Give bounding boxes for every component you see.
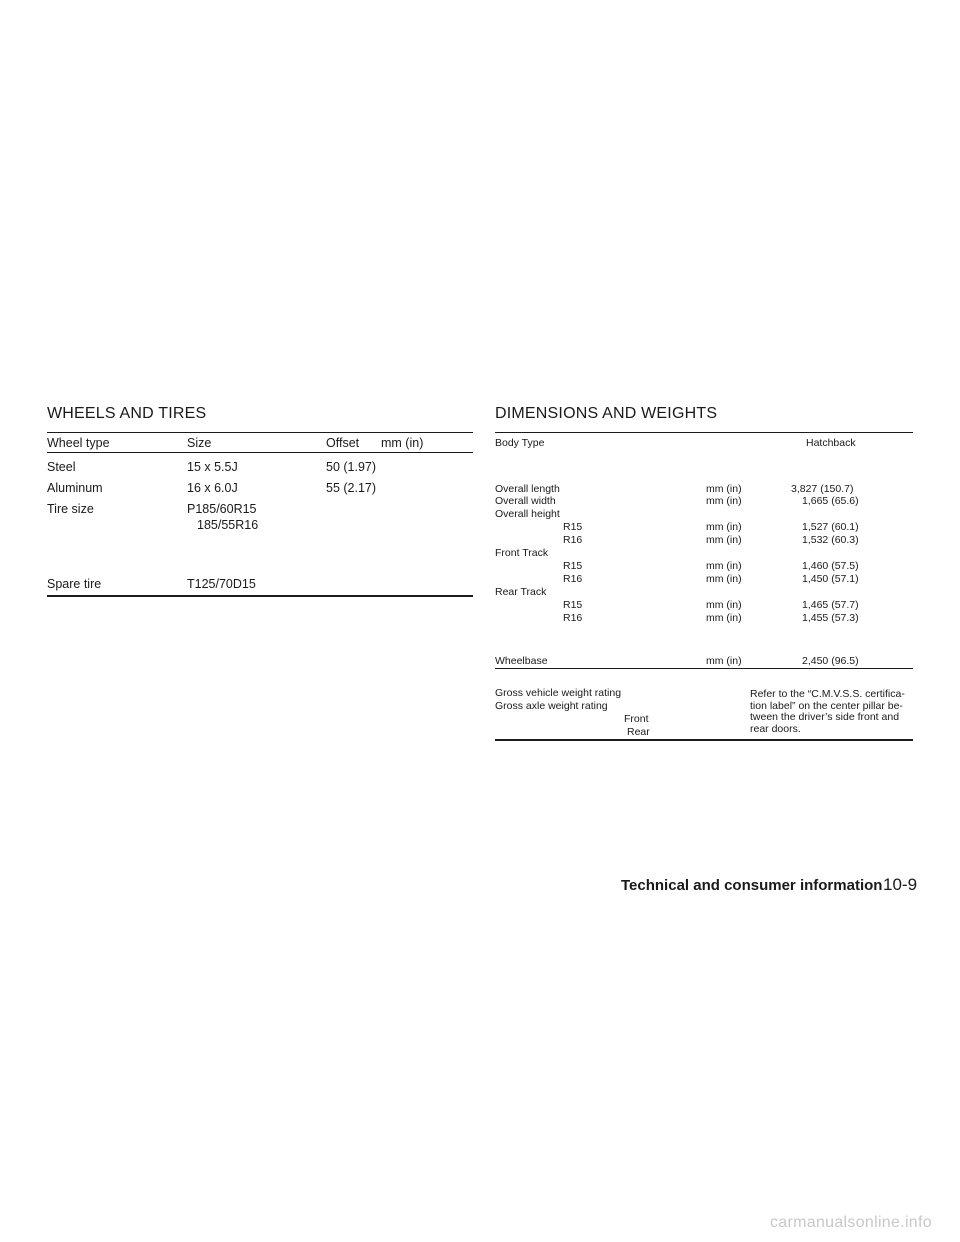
- row-steel-type: Steel: [47, 460, 76, 474]
- weight-reference-note: Refer to the “C.M.V.S.S. certifica- tion label” on the center pillar be- tween the driver’s side front and rear doors.: [750, 688, 905, 735]
- front-track-r15-label: R15: [563, 560, 583, 572]
- gawr-label: Gross axle weight rating: [495, 700, 608, 712]
- overall-width-unit: mm (in): [706, 495, 742, 507]
- header-offset: Offset: [326, 436, 360, 450]
- dimensions-bottom-rule: [495, 739, 913, 741]
- overall-height-r16-value: 1,532 (60.3): [802, 534, 859, 546]
- overall-height-r15-unit: mm (in): [706, 521, 742, 533]
- overall-length-label: Overall length: [495, 483, 560, 495]
- wheelbase-label: Wheelbase: [495, 655, 548, 667]
- header-size: Size: [187, 436, 212, 450]
- front-track-r16-label: R16: [563, 573, 583, 585]
- row-tire-size-r16: 185/55R16: [197, 518, 259, 532]
- overall-height-r16-unit: mm (in): [706, 534, 742, 546]
- wheels-tires-top-rule: [47, 432, 473, 433]
- gawr-front-label: Front: [624, 713, 649, 725]
- wheels-tires-bottom-rule: [47, 595, 473, 597]
- rear-track-label: Rear Track: [495, 586, 547, 598]
- dimensions-wheelbase-rule: [495, 668, 913, 669]
- row-tire-size-label: Tire size: [47, 502, 94, 516]
- dimensions-top-rule: [495, 432, 913, 433]
- body-type-value: Hatchback: [806, 437, 856, 449]
- row-spare-tire-size: T125/70D15: [187, 577, 256, 591]
- front-track-r15-unit: mm (in): [706, 560, 742, 572]
- row-aluminum-offset: 55 (2.17): [326, 481, 377, 495]
- footer-section-title: Technical and consumer information: [621, 877, 883, 894]
- row-spare-tire-label: Spare tire: [47, 577, 102, 591]
- front-track-r16-unit: mm (in): [706, 573, 742, 585]
- footer-page-number: 10-9: [883, 875, 918, 894]
- wheels-tires-title: WHEELS AND TIRES: [47, 405, 207, 422]
- overall-height-r15-label: R15: [563, 521, 583, 533]
- row-tire-size-r15: P185/60R15: [187, 502, 257, 516]
- rear-track-r16-label: R16: [563, 612, 583, 624]
- header-wheel-type: Wheel type: [47, 436, 110, 450]
- watermark-text: carmanualsonline.info: [770, 1214, 932, 1231]
- overall-length-unit: mm (in): [706, 483, 742, 495]
- overall-length-value: 3,827 (150.7): [791, 483, 854, 495]
- front-track-r15-value: 1,460 (57.5): [802, 560, 859, 572]
- gvwr-label: Gross vehicle weight rating: [495, 687, 622, 699]
- front-track-r16-value: 1,450 (57.1): [802, 573, 859, 585]
- rear-track-r16-value: 1,455 (57.3): [802, 612, 859, 624]
- front-track-label: Front Track: [495, 547, 549, 559]
- body-type-label: Body Type: [495, 437, 545, 449]
- row-aluminum-type: Aluminum: [47, 481, 103, 495]
- overall-width-label: Overall width: [495, 495, 556, 507]
- overall-height-r16-label: R16: [563, 534, 583, 546]
- row-aluminum-size: 16 x 6.0J: [187, 481, 238, 495]
- row-steel-offset: 50 (1.97): [326, 460, 377, 474]
- rear-track-r15-label: R15: [563, 599, 583, 611]
- rear-track-r16-unit: mm (in): [706, 612, 742, 624]
- overall-height-r15-value: 1,527 (60.1): [802, 521, 859, 533]
- header-offset-unit: mm (in): [381, 436, 424, 450]
- dimensions-weights-title: DIMENSIONS AND WEIGHTS: [495, 405, 718, 422]
- gawr-rear-label: Rear: [627, 726, 650, 738]
- wheelbase-value: 2,450 (96.5): [802, 655, 859, 667]
- rear-track-r15-unit: mm (in): [706, 599, 742, 611]
- row-steel-size: 15 x 5.5J: [187, 460, 238, 474]
- overall-height-label: Overall height: [495, 508, 560, 520]
- wheelbase-unit: mm (in): [706, 655, 742, 667]
- rear-track-r15-value: 1,465 (57.7): [802, 599, 859, 611]
- overall-width-value: 1,665 (65.6): [802, 495, 859, 507]
- wheels-tires-header-rule: [47, 452, 473, 453]
